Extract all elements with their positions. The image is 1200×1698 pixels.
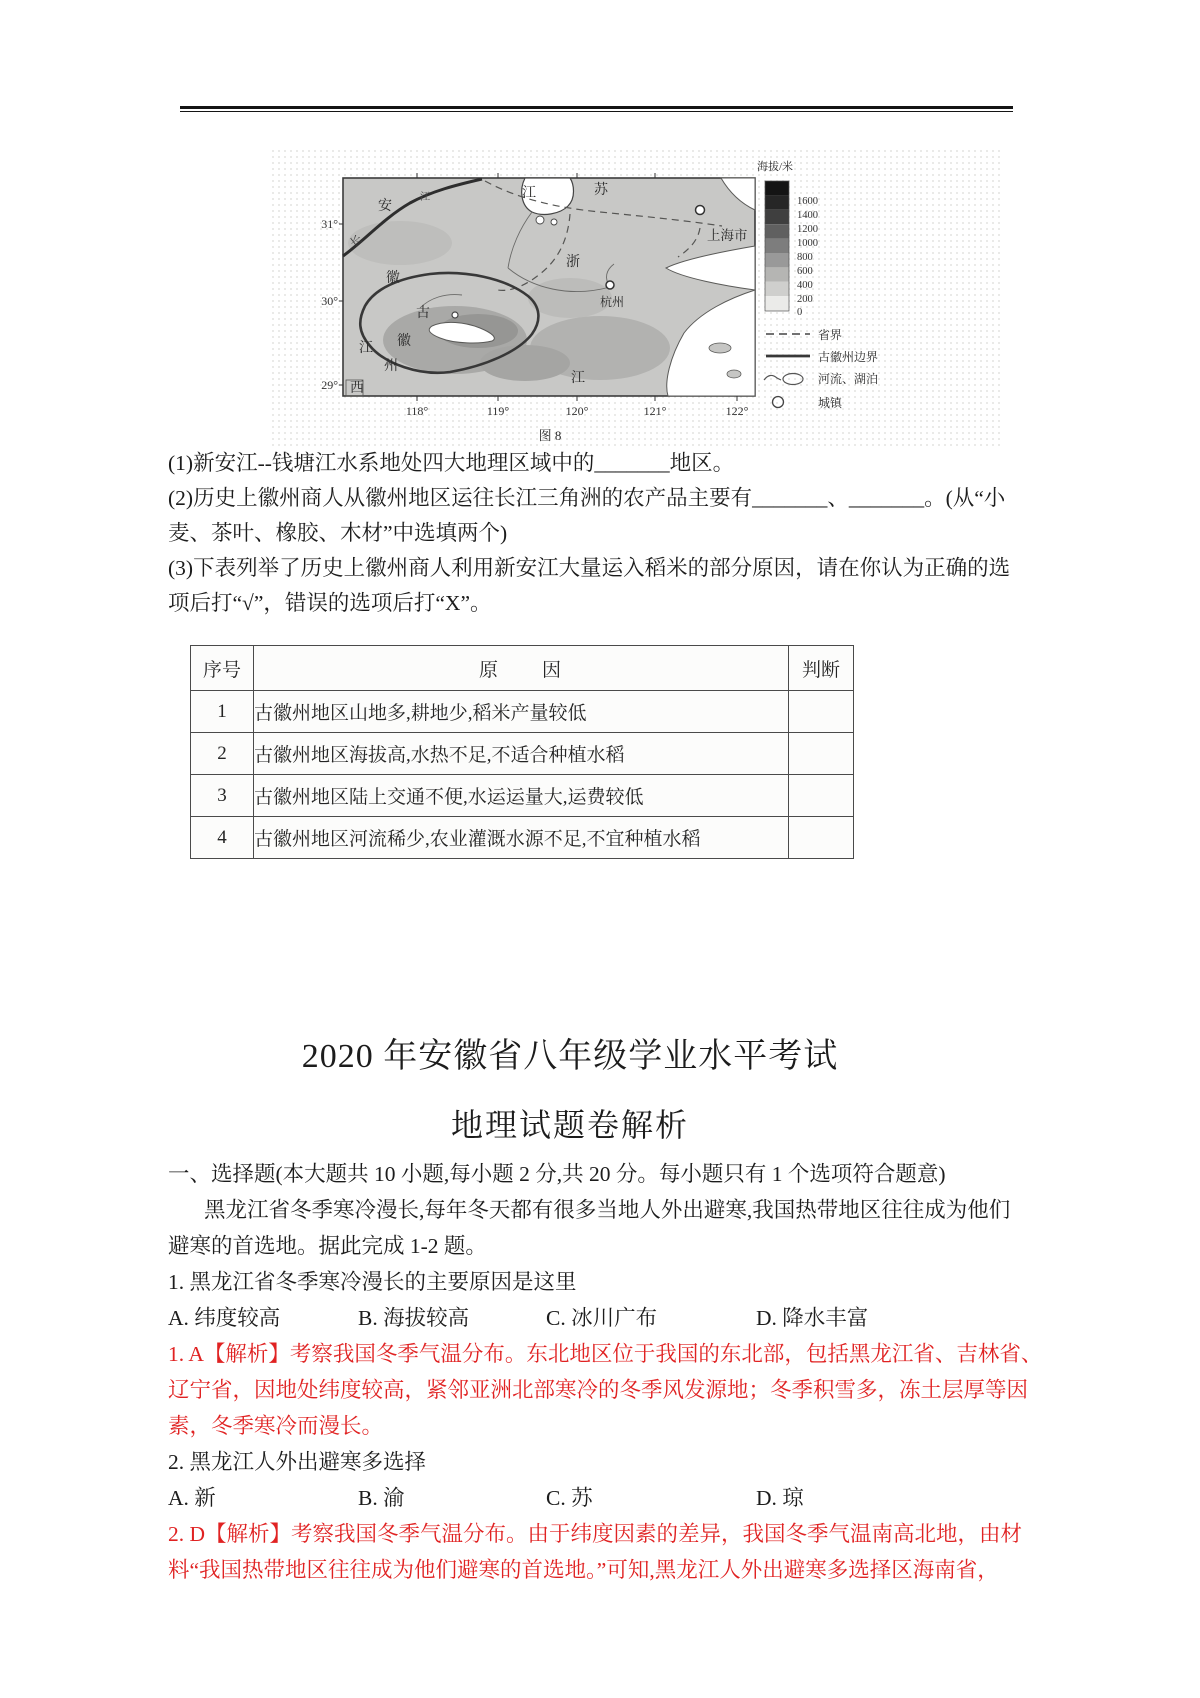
q1-analysis-line-1: 1. A【解析】考察我国冬季气温分布。东北地区位于我国的东北部，包括黑龙江省、吉林省、 [168, 1342, 1043, 1366]
elev-1600: 1600 [797, 196, 818, 207]
elev-800: 800 [797, 252, 813, 263]
question-block [168, 446, 1054, 621]
q1-analysis-line-3: 素，冬季寒冷而漫长。 [168, 1414, 384, 1438]
label-hangzhou: 杭州 [600, 295, 625, 309]
q2-option-a: A. 新 [168, 1486, 216, 1510]
lat-29: 29° [321, 378, 338, 392]
reason-table [190, 645, 854, 859]
label-zhou: 州 [384, 359, 398, 374]
lon-122: 122° [725, 404, 749, 418]
question-line-2b: 麦、茶叶、橡胶、木材”中选填两个) [168, 521, 508, 545]
label-jiang-bottom: 江 [571, 371, 585, 386]
question-line-3: (3)下表列举了历史上徽州商人利用新安江大量运入稻米的部分原因，请在你认为正确的选 [168, 556, 1011, 580]
question-2-stem: 2. 黑龙江人外出避寒多选择 [168, 1450, 427, 1474]
table-row [191, 733, 854, 775]
label-gu: 古 [416, 306, 430, 321]
q2-option-c: C. 苏 [546, 1486, 593, 1510]
row-judge [789, 733, 854, 775]
lon-121: 121° [643, 404, 667, 418]
legend-town: 城镇 [818, 396, 843, 410]
q1-option-c: C. 冰川广布 [546, 1306, 658, 1330]
paper-subtitle: 地理试题卷解析 [450, 1107, 689, 1143]
lat-30: 30° [321, 294, 338, 308]
q2-option-d: D. 琼 [756, 1486, 804, 1510]
intro-line-1: 黑龙江省冬季寒冷漫长,每年冬天都有很多当地人外出避寒,我国热带地区往往成为他们 [204, 1198, 1011, 1222]
elev-200: 200 [797, 294, 813, 305]
shanghai-marker [696, 206, 705, 215]
label-shanghai: 上海市 [707, 228, 748, 243]
q1-option-a: A. 纬度较高 [168, 1306, 281, 1330]
row-no: 2 [191, 733, 254, 775]
elev-0: 0 [797, 307, 803, 318]
small-lake [536, 216, 544, 224]
q2-option-b: B. 渝 [358, 1486, 405, 1510]
symbol-legend [764, 327, 878, 410]
lon-120: 120° [565, 404, 589, 418]
table-row [191, 775, 854, 817]
label-hui-province: 徽 [386, 271, 400, 286]
row-no: 3 [191, 775, 254, 817]
lake-symbol [783, 374, 803, 385]
lon-labels [406, 404, 749, 418]
river-symbol [764, 375, 781, 380]
lat-labels [321, 217, 338, 392]
exam-section [168, 1156, 1054, 1588]
row-judge [789, 817, 854, 859]
header-no: 序号 [191, 646, 254, 691]
elevation-legend-title: 海拔/米 [757, 161, 794, 173]
q2-analysis-line-1: 2. D【解析】考察我国冬季气温分布。由于纬度因素的差异，我国冬季气温南高北地，由材 [168, 1522, 1023, 1546]
row-reason: 古徽州地区山地多,耕地少,稻米产量较低 [254, 691, 789, 733]
lon-119: 119° [486, 404, 510, 418]
intro-line-2: 避寒的首选地。据此完成 1-2 题。 [168, 1234, 487, 1258]
figure-caption: 图 8 [538, 428, 562, 443]
row-judge [789, 691, 854, 733]
row-reason: 古徽州地区海拔高,水热不足,不适合种植水稻 [254, 733, 789, 775]
question-2-options [168, 1480, 1054, 1516]
header-reason: 原 因 [254, 646, 789, 691]
label-jiangxi-1: 江 [359, 341, 373, 356]
label-jiangxi-2: 西 [350, 381, 364, 396]
q1-analysis-line-2: 辽宁省，因地处纬度较高，紧邻亚洲北部寒冷的冬季风发源地；冬季积雪多，冻土层厚等因 [168, 1378, 1029, 1402]
row-judge [789, 775, 854, 817]
q1-option-b: B. 海拔较高 [358, 1306, 470, 1330]
row-reason: 古徽州地区陆上交通不便,水运运量大,运费较低 [254, 775, 789, 817]
header-judge: 判断 [789, 646, 854, 691]
label-anhui: 安 [378, 199, 392, 214]
question-1-options [168, 1300, 1054, 1336]
row-reason: 古徽州地区河流稀少,农业灌溉水源不足,不宜种植水稻 [254, 817, 789, 859]
row-no: 1 [191, 691, 254, 733]
row-no: 4 [191, 817, 254, 859]
section-header: 一、选择题(本大题共 10 小题,每小题 2 分,共 20 分。每小题只有 1 个选项符合题意) [168, 1162, 946, 1186]
small-lake [551, 219, 557, 225]
elev-600: 600 [797, 266, 813, 277]
region-map-svg [270, 148, 1000, 448]
elev-1400: 1400 [797, 210, 818, 221]
legend-huizhou-border: 古徽州边界 [818, 350, 879, 364]
lat-31: 31° [321, 217, 338, 231]
elevation-values [797, 196, 818, 318]
elev-1200: 1200 [797, 224, 818, 235]
question-line-3b: 项后打“√”，错误的选项后打“X”。 [168, 591, 492, 615]
label-chang: 长 [347, 231, 366, 251]
legend-river-lake: 河流、湖泊 [818, 372, 879, 386]
table-row [191, 817, 854, 859]
map-figure [270, 148, 1000, 448]
q1-option-d: D. 降水丰富 [756, 1306, 869, 1330]
table-row [191, 691, 854, 733]
lon-118: 118° [405, 404, 429, 418]
legend-province-border: 省界 [818, 328, 843, 342]
label-jiangsu-1: 江 [522, 186, 536, 201]
elev-400: 400 [797, 280, 813, 291]
question-line-1: (1)新安江--钱塘江水系地处四大地理区域中的_______地区。 [168, 451, 735, 475]
question-line-2: (2)历史上徽州商人从徽州地区运往长江三角洲的农产品主要有_______、_______。(从“小 [168, 486, 1006, 510]
label-hui: 徽 [397, 334, 411, 349]
label-jiang-small: 江 [420, 192, 430, 203]
town-symbol [773, 397, 784, 408]
q2-analysis-line-2: 料“我国热带地区往往成为他们避寒的首选地。”可知,黑龙江人外出避寒多选择区海南省， [168, 1558, 999, 1582]
paper-title: 2020 年安徽省八年级学业水平考试 [301, 1038, 839, 1075]
town-marker [452, 312, 458, 318]
header-rule [180, 106, 1013, 112]
hangzhou-marker [606, 281, 614, 289]
label-jiangsu-2: 苏 [594, 183, 608, 198]
elev-1000: 1000 [797, 238, 818, 249]
elevation-colorbar [765, 181, 789, 311]
label-zhejiang: 浙 [566, 255, 580, 270]
question-1-stem: 1. 黑龙江省冬季寒冷漫长的主要原因是这里 [168, 1270, 577, 1294]
table-header-row [191, 646, 854, 691]
